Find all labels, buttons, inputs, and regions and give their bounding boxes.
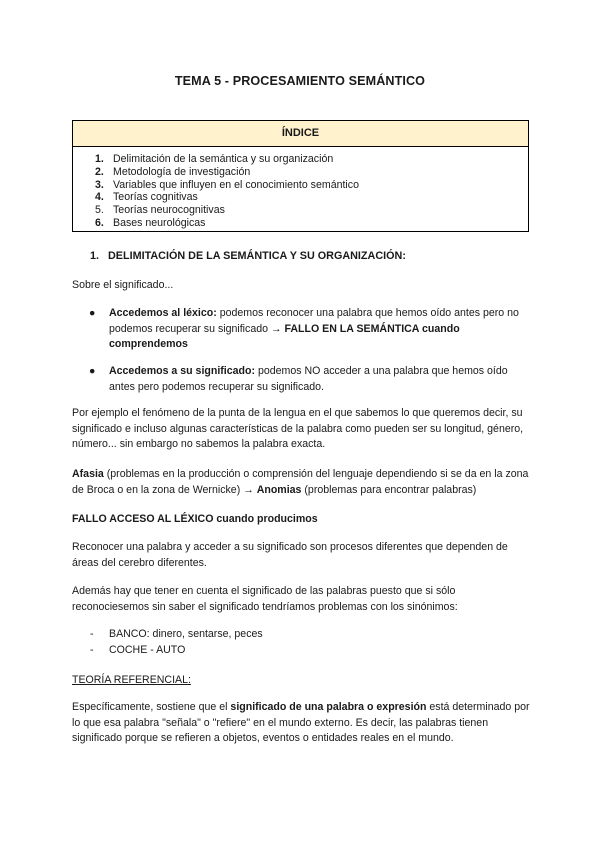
bullet-body: podemos reconocer una palabra que hemos oído antes pero no podemos recuperar su significado → [109, 307, 519, 335]
teoria-text-end: está determinado por lo que esa palabra "señala" o "refiere" en el mundo externo. Es decir, las palabras tienen significado porque se refieren a objetos, eventos o entidades reales en el mundo. [72, 701, 530, 745]
index-item-label: Metodología de investigación [113, 165, 251, 178]
list-item-text: COCHE - AUTO [109, 644, 186, 656]
afasia-text: (problemas en la producción o comprensión del lenguaje dependiendo si se da en la zona de Broca o en la zona de Wernicke) → [72, 468, 529, 496]
section-number: 1. [90, 250, 100, 262]
index-list [73, 147, 528, 230]
index-item [95, 191, 528, 204]
index-box [72, 120, 529, 232]
index-item-number: 4. [95, 191, 104, 204]
index-item-label: Variables que influyen en el conocimiento semántico [113, 178, 359, 191]
index-item-label: Delimitación de la semántica y su organización [113, 153, 334, 165]
index-item-number: 1. [95, 153, 104, 165]
anomias-text: (problemas para encontrar palabras) [301, 483, 477, 496]
index-item-label: Teorías cognitivas [113, 191, 198, 204]
dash-marker: - [90, 628, 94, 640]
term-afasia: Afasia [72, 468, 104, 480]
index-item-number: 6. [95, 216, 104, 229]
section-title: DELIMITACIÓN DE LA SEMÁNTICA Y SU ORGANIZACIÓN: [108, 250, 406, 262]
dash-marker: - [90, 644, 94, 656]
index-item-number: 3. [95, 178, 104, 191]
bullet-lead: Accedemos a su significado: [109, 365, 256, 377]
paragraph-ademas: Además hay que tener en cuenta el significado de las palabras puesto que si sólo reconociesemos sin saber el significado tendríamos problemas con los sinónimos: [72, 585, 458, 613]
list-item-text: BANCO: dinero, sentarse, peces [109, 628, 263, 640]
index-item [95, 217, 528, 230]
index-item-number: 5. [95, 204, 104, 217]
intro-text: Sobre el significado... [72, 279, 174, 291]
teoria-text-start: Específicamente, sostiene que el [72, 701, 231, 713]
bullet-dot: ● [89, 365, 96, 377]
paragraph-tip-of-tongue: Por ejemplo el fenómeno de la punta de la lengua en el que sabemos lo que queremos decir, su significado e incluso algunas características de la palabra como pueden ser su longitud, género, número... sin embargo no sabemos la palabra exacta. [72, 407, 524, 451]
bullet-body: podemos NO acceder a una palabra que hemos oído antes pero podemos recuperar su significado. [109, 365, 508, 393]
paragraph-teoria [72, 700, 534, 747]
paragraph-afasia [72, 467, 532, 498]
section-heading [90, 250, 406, 262]
index-item [95, 179, 528, 192]
term-anomias: Anomias [256, 483, 302, 496]
teoria-bold: significado de una palabra o expresión [230, 701, 427, 713]
teoria-heading: TEORÍA REFERENCIAL: [72, 674, 191, 686]
index-item [95, 153, 528, 166]
bullet-dot: ● [89, 307, 96, 319]
index-item [95, 166, 528, 179]
page-title: TEMA 5 - PROCESAMIENTO SEMÁNTICO [174, 74, 426, 88]
index-item-label: Teorías neurocognitivas [113, 204, 225, 217]
index-item [95, 204, 528, 217]
bullet-text [109, 364, 529, 395]
index-item-label: Bases neurológicas [113, 216, 206, 229]
bullet-tail: FALLO EN LA SEMÁNTICA cuando comprendemos [109, 322, 460, 351]
bullet-text [109, 306, 529, 353]
bullet-lead: Accedemos al léxico: [109, 307, 217, 319]
index-item-number: 2. [95, 165, 104, 178]
paragraph-reconocer: Reconocer una palabra y acceder a su significado son procesos diferentes que dependen de áreas del cerebro diferentes. [72, 541, 508, 569]
fallo-heading: FALLO ACCESO AL LÉXICO cuando producimos [72, 513, 318, 525]
index-heading: ÍNDICE [73, 121, 528, 147]
